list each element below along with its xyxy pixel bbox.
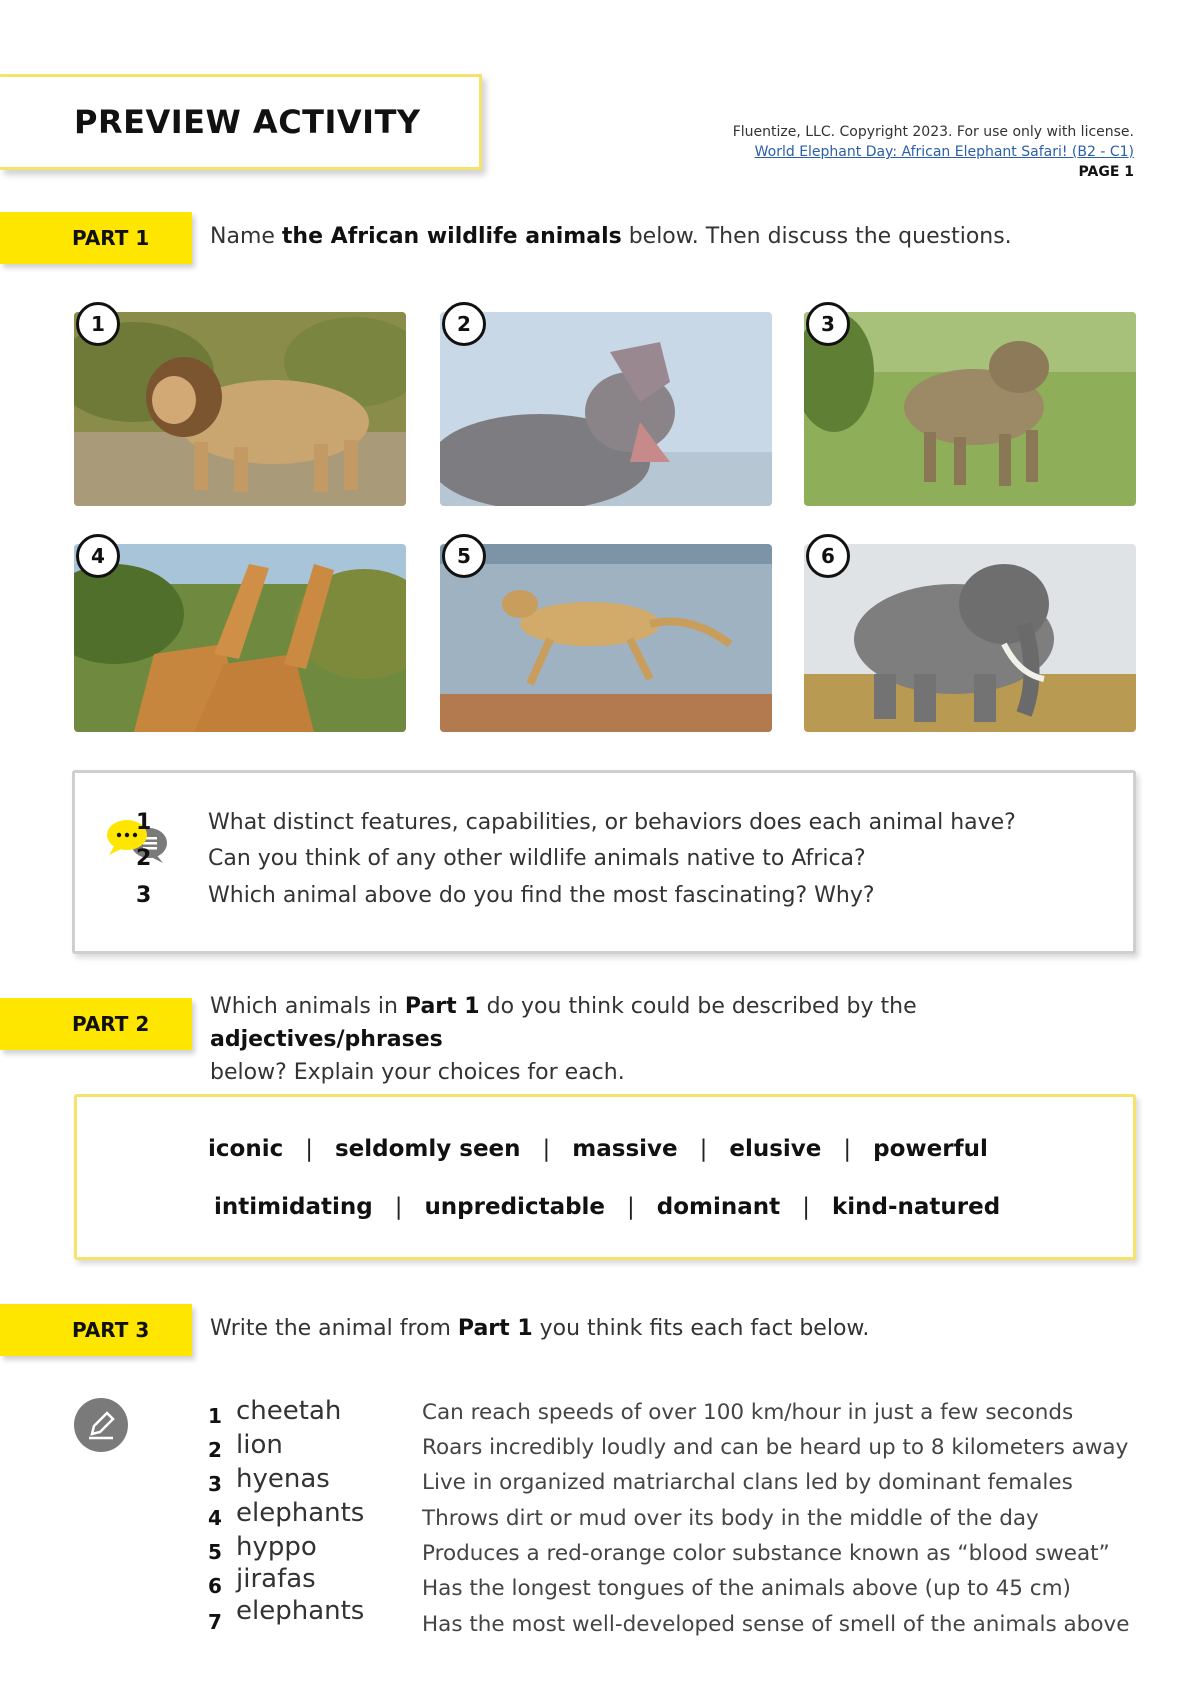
part1-tag: PART 1 [0, 212, 192, 264]
photo-hyena [804, 312, 1136, 506]
adjectives-row-1 [208, 1136, 988, 1162]
fact-text: Produces a red-orange color substance known as “blood sweat” [422, 1541, 1110, 1566]
photo-number-6: 6 [806, 534, 850, 578]
question-text: Can you think of any other wildlife animals native to Africa? [208, 846, 866, 871]
photo-elephant [804, 544, 1136, 732]
question-text: Which animal above do you find the most fascinating? Why? [208, 883, 875, 908]
fact-text: Can reach speeds of over 100 km/hour in just a few seconds [422, 1400, 1074, 1425]
part2-instruction-d: adjectives/phrases [210, 1027, 443, 1052]
part2-instruction-b: Part 1 [404, 994, 480, 1019]
separator: | [305, 1136, 313, 1162]
part2-instruction-a: Which animals in [210, 994, 405, 1019]
lesson-link[interactable]: World Elephant Day: African Elephant Safari! (B2 - C1) [754, 144, 1134, 160]
answer-text[interactable]: cheetah [236, 1396, 342, 1426]
answer-text[interactable]: lion [236, 1430, 283, 1460]
photo-number-3: 3 [806, 302, 850, 346]
photo-lion [74, 312, 406, 506]
fact-text: Has the most well-developed sense of smell of the animals above [422, 1612, 1130, 1637]
copyright-block [733, 122, 1134, 182]
separator: | [843, 1136, 852, 1162]
part1-instruction-b: the African wildlife animals [281, 224, 622, 249]
question-number: 3 [136, 883, 152, 908]
part3-instruction [210, 1312, 869, 1345]
question-2 [136, 846, 866, 871]
adjective: unpredictable [424, 1194, 606, 1220]
part3-tag: PART 3 [0, 1304, 192, 1356]
fact-text: Roars incredibly loudly and can be heard up to 8 kilometers away [422, 1435, 1129, 1460]
separator: | [627, 1194, 635, 1220]
part3-instruction-b: Part 1 [457, 1316, 533, 1341]
part1-instruction-c: below. Then discuss the questions. [621, 224, 1012, 249]
part3-instruction-c: you think fits each fact below. [532, 1316, 870, 1341]
adjective: elusive [729, 1136, 822, 1162]
question-3 [136, 883, 875, 908]
part2-tag: PART 2 [0, 998, 192, 1050]
page-number: PAGE 1 [1078, 164, 1134, 180]
question-text: What distinct features, capabilities, or behaviors does each animal have? [208, 810, 1016, 835]
part2-instruction-e: below? Explain your choices for each. [210, 1060, 625, 1085]
item-number: 7 [208, 1610, 222, 1634]
separator: | [699, 1136, 708, 1162]
fact-text: Throws dirt or mud over its body in the middle of the day [422, 1506, 1039, 1531]
photo-cheetah [440, 544, 772, 732]
photo-number-5: 5 [442, 534, 486, 578]
photo-giraffes [74, 544, 406, 732]
page-title: PREVIEW ACTIVITY [74, 103, 421, 141]
photo-number-1: 1 [76, 302, 120, 346]
photo-number-4: 4 [76, 534, 120, 578]
item-number: 3 [208, 1472, 222, 1496]
pencil-icon [74, 1398, 128, 1452]
part2-instruction [210, 990, 1150, 1089]
title-box [0, 74, 482, 170]
separator: | [802, 1194, 810, 1220]
adjectives-box [74, 1094, 1136, 1260]
photo-hippo [440, 312, 772, 506]
answer-text[interactable]: jirafas [236, 1564, 316, 1594]
answer-text[interactable]: elephants [236, 1596, 365, 1626]
adjective: dominant [656, 1194, 781, 1220]
item-number: 2 [208, 1438, 222, 1462]
adjective: iconic [208, 1136, 284, 1162]
adjectives-row-2 [214, 1194, 1000, 1220]
part1-instruction [210, 220, 1012, 253]
question-1 [136, 810, 1016, 835]
adjective: seldomly seen [334, 1136, 521, 1162]
item-number: 1 [208, 1404, 222, 1428]
adjective: massive [572, 1136, 678, 1162]
part1-instruction-a: Name [210, 224, 282, 249]
item-number: 6 [208, 1574, 222, 1598]
answer-text[interactable]: hyppo [236, 1532, 317, 1562]
question-number: 2 [136, 846, 152, 871]
copyright-text: Fluentize, LLC. Copyright 2023. For use only with license. [732, 124, 1134, 140]
answer-text[interactable]: hyenas [236, 1464, 330, 1494]
separator: | [394, 1194, 403, 1220]
separator: | [542, 1136, 551, 1162]
photo-number-2: 2 [442, 302, 486, 346]
question-number: 1 [136, 810, 152, 835]
part3-instruction-a: Write the animal from [210, 1316, 458, 1341]
answer-text[interactable]: elephants [236, 1498, 365, 1528]
item-number: 4 [208, 1506, 222, 1530]
adjective: kind-natured [831, 1194, 1001, 1220]
fact-text: Live in organized matriarchal clans led by dominant females [422, 1470, 1073, 1495]
fact-text: Has the longest tongues of the animals above (up to 45 cm) [422, 1576, 1071, 1601]
adjective: powerful [873, 1136, 988, 1162]
adjective: intimidating [214, 1194, 373, 1220]
item-number: 5 [208, 1540, 222, 1564]
part2-instruction-c: do you think could be described by the [479, 994, 917, 1019]
